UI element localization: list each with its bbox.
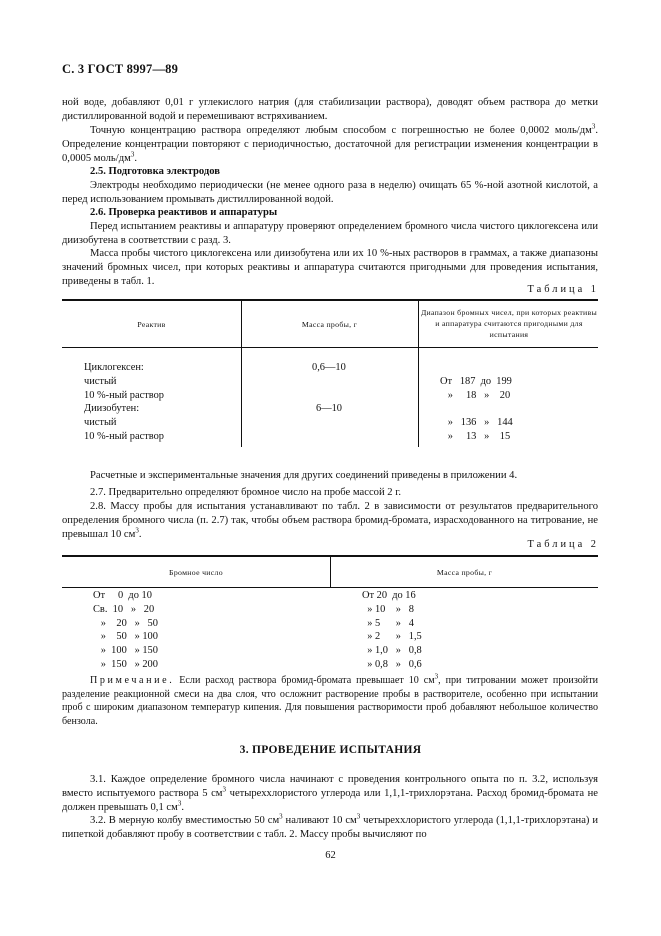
paragraph-continuation: ной воде, добавляют 0,01 г углекислого натрия (для стабилизации раствора), доводят объем раствора до метки дистиллированной водой и перемешивают встряхиванием. bbox=[62, 97, 598, 122]
table-2-header-mass: Масса пробы, г bbox=[436, 568, 493, 577]
table-1-header-reagent: Реактив bbox=[137, 320, 166, 329]
table-1-header-rule bbox=[62, 347, 598, 348]
paragraph-3-2: 3.2. В мерную колбу вместимостью 50 $см^3$ наливают 10 $см^3$ четыреххлористого углерода (1,1,1-трихлорэтана) и пипеткой добавляют пробу в соответствии с табл. 2. Массу пробы вычисляют по bbox=[62, 812, 598, 840]
table-2-caption: Таблица 2 bbox=[527, 539, 599, 550]
table-2-note: Примечание. Если расход раствора бромид-бромата превышает 10 $см^3$, при титровании может произойти разделение реакционной смеси на два слоя, что осложнит растворение пробы в растворителе, особенно при испытании проб с широким диапазоном температур кипения. Для повышения растворимости проб добавляют небольшое количество бензола. bbox=[62, 672, 599, 727]
table-1-header-mass: Масса пробы, г bbox=[301, 320, 358, 329]
table-1-mass-column: 0,6—10 6—10 bbox=[312, 362, 346, 415]
paragraph-concentration: Точную концентрацию раствора определяют любым способом с погрешностью не более 0,0002 моль/$дм^3$. Определение концентрации повторяют с периодичностью, достаточной для регистрации изменения концентрации в 0,0005 моль/$дм^3$. bbox=[62, 122, 598, 164]
section-2-6-text-1: Перед испытанием реактивы и аппаратуру проверяют определением бромного числа чистого циклогексена или диизобутена в соответствии с разд. 3. bbox=[62, 221, 598, 246]
section-2-5-text: Электроды необходимо периодически (не менее одного раза в неделю) очищать 65 %-ной азотной кислотой, а перед использованием промывать дистиллированной водой. bbox=[62, 180, 598, 205]
section-3-title: 3. ПРОВЕДЕНИЕ ИСПЫТАНИЯ bbox=[239, 744, 422, 756]
table-2-header-rule bbox=[62, 587, 598, 588]
table-1-col-divider-2 bbox=[418, 300, 419, 447]
table-2-mass-column: От 20 до 16 » 10 » 8 » 5 » 4 » 2 » 1,5 » 1,0 » 0,8 » 0,8 » 0,6 bbox=[362, 590, 422, 670]
table-2-bromine-column: От 0 до 10 Св. 10 » 20 » 20 » 50 » 50 » 100 » 100 » 150 » 150 » 200 bbox=[93, 590, 158, 670]
section-2-6-text-2: Масса пробы чистого циклогексена или диизобутена или их 10 %-ных растворов в граммах, а также диапазоны значений бромных чисел, при которых реактивы и аппаратура считаются пригодными для проведения испытания, приведены в табл. 1. bbox=[62, 248, 598, 287]
paragraph-2-7: 2.7. Предварительно определяют бромное число на пробе массой 2 г. bbox=[90, 487, 402, 498]
table-1-top-rule bbox=[62, 299, 598, 301]
section-2-5-title: 2.5. Подготовка электродов bbox=[90, 166, 221, 177]
section-2-6-title: 2.6. Проверка реактивов и аппаратуры bbox=[90, 207, 278, 218]
page-header: С. 3 ГОСТ 8997—89 bbox=[62, 62, 179, 76]
page-number: 62 bbox=[325, 850, 336, 861]
paragraph-2-8: 2.8. Массу пробы для испытания устанавливают по табл. 2 в зависимости от результатов предварительного определения бромного числа (п. 2.7) так, чтобы объем раствора бромид-бромата, израсходованного на титрование, не превышал 10 $см^3$. bbox=[62, 501, 598, 540]
table-1-caption: Таблица 1 bbox=[527, 284, 599, 295]
table-1-reagent-column: Циклогексен: чистый 10 %-ный раствор Диизобутен: чистый 10 %-ный раствор bbox=[84, 362, 164, 442]
table-1-range-column: От 187 до 199 » 18 » 20 » 136 » 144 » 13 » 15 bbox=[440, 375, 513, 442]
paragraph-calculated-values: Расчетные и экспериментальные значения для других соединений приведены в приложении 4. bbox=[90, 470, 518, 481]
table-1-header-range: Диапазон бромных чисел, при которых реактивы и аппаратура считаются пригодными для испытания bbox=[420, 308, 598, 339]
paragraph-3-1: 3.1. Каждое определение бромного числа начинают с проведения контрольного опыта по п. 3.2, используя вместо испытуемого раствора 5 $см^3$ четыреххлористого углерода или 1,1,1-трихлорэтана. Расход бромид-бромата не должен превышать 0,1 $см^3$. bbox=[62, 774, 599, 813]
table-2-header-bromine-number: Бромное число bbox=[169, 568, 223, 577]
